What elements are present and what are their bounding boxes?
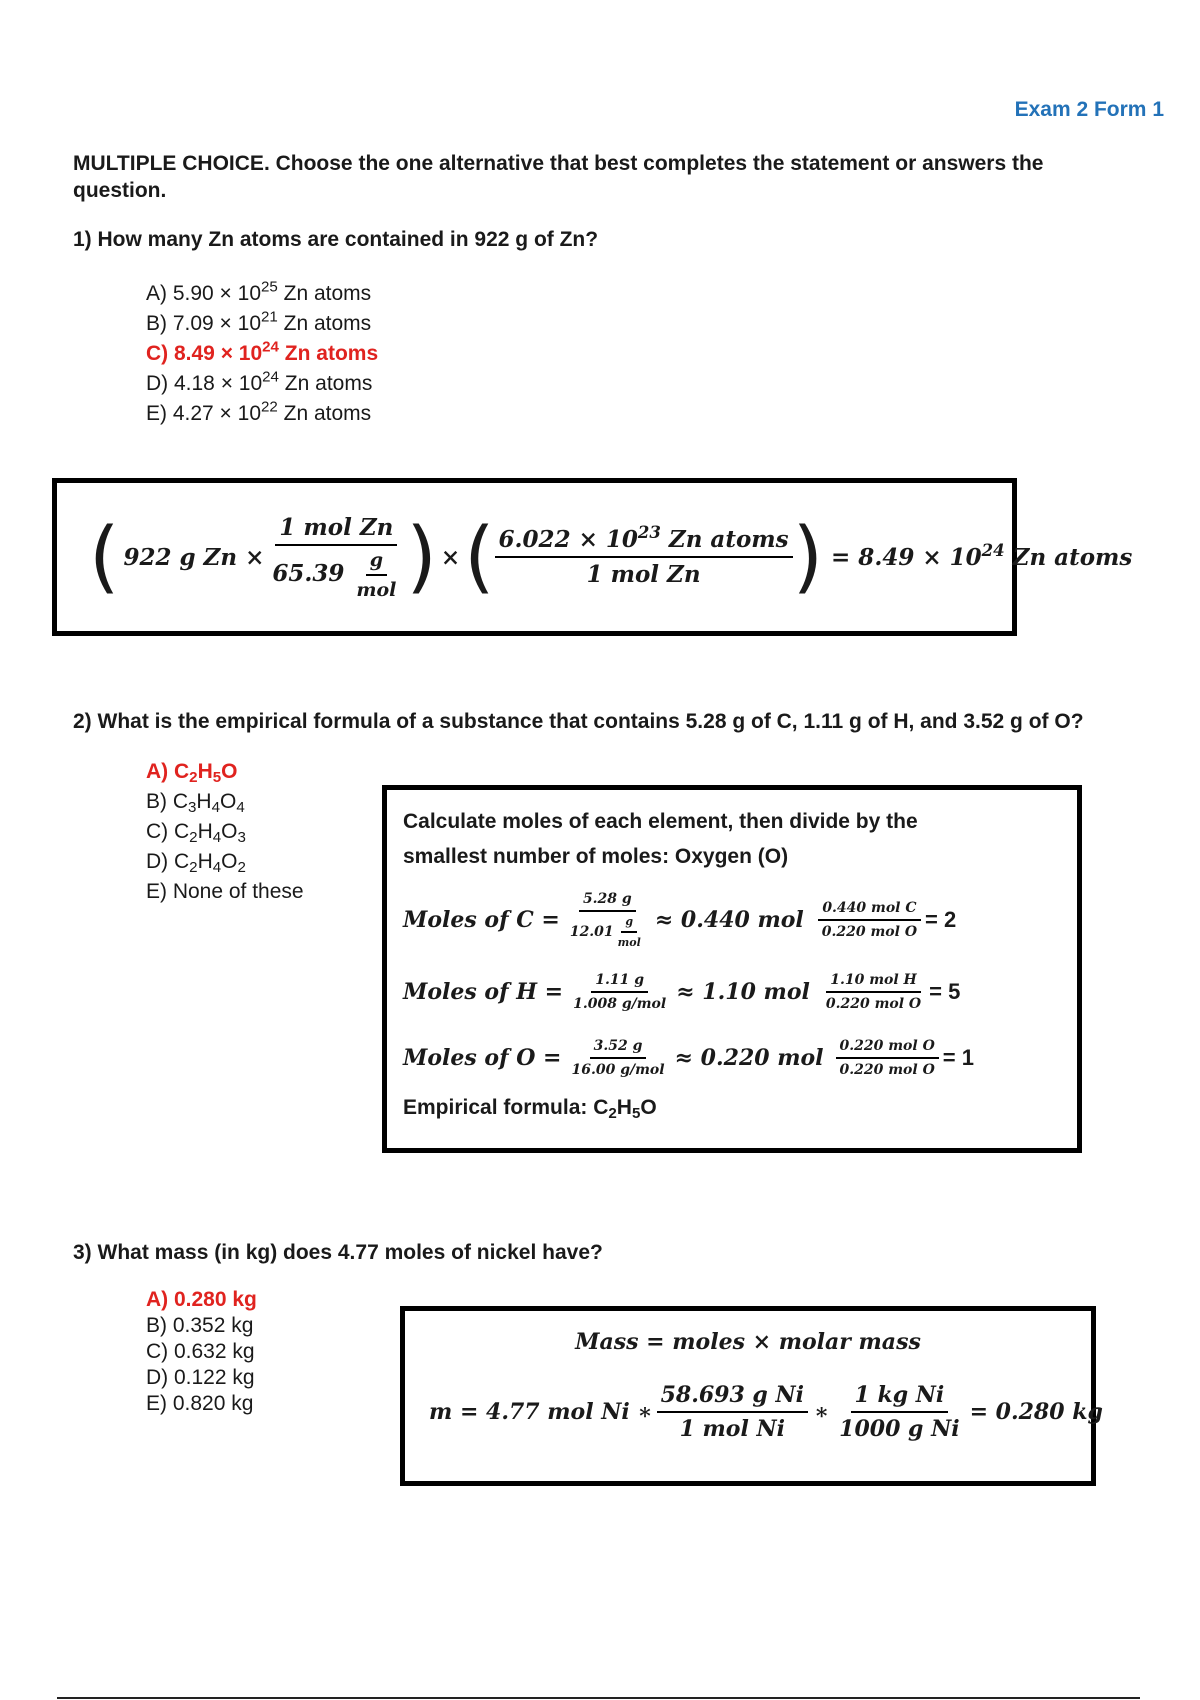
question-2-options xyxy=(146,757,304,907)
paren-close-2: ) xyxy=(792,512,824,602)
question-3-text: 3) What mass (in kg) does 4.77 moles of nickel have? xyxy=(73,1241,603,1264)
q1-option-e: E) $4.27 \times 10^{22}$ Zn atoms xyxy=(146,398,372,425)
paren-open-2: ( xyxy=(464,512,495,602)
paren-open: ( xyxy=(89,512,120,602)
q1-given: 922 g Zn × xyxy=(123,543,265,571)
q2-oxygen-row: Moles of O = $\frac{3.52 g}{\text{16.00 g/mol}}$ ≈ 0.220 mol $\frac{\text{0.220 mol O}}{\text{0.220 mol O}}$ = 1 xyxy=(403,1038,974,1078)
q2-option-d: D) $C_2H_4O_2$ xyxy=(146,850,246,876)
q2-hydrogen-row: Moles of H = $\frac{1.11 g}{\text{1.008 g/mol}}$ ≈ 1.10 mol $\frac{\text{1.10 mol H}}{\text{0.220 mol O}}$ = 5 xyxy=(403,972,961,1012)
q1-result: = $8.49 \times 10^{24}$ Zn atoms xyxy=(831,539,1133,571)
q1-frac1-num: 1 mol Zn xyxy=(275,514,397,546)
q2-option-e: E) None of these xyxy=(146,880,304,903)
q3-option-a-correct: A) 0.280 kg xyxy=(146,1288,257,1311)
q2-carbon-row: Moles of C = 5.28 g 12.01 $\frac{g}{\text{mol}}$ ≈ 0.440 mol $\frac{\text{0.440 mol C}}{\text{0.220 mol O}}$ = 2 xyxy=(403,891,957,949)
q1-solution-equation xyxy=(89,505,1132,609)
question-3-options xyxy=(146,1287,257,1417)
q1-fraction-molar-mass xyxy=(268,514,404,601)
question-1-text: 1) How many Zn atoms are contained in 922 g of Zn? xyxy=(73,228,599,251)
q1-times: × xyxy=(440,543,461,571)
q1-frac1-den: 65.39 $\frac{g}{\text{mol}}$ xyxy=(272,548,397,601)
q2-option-a-correct: A) $C_2H_5O$ xyxy=(146,760,238,786)
paren-close: ) xyxy=(406,512,437,602)
q2-option-c: C) $C_2H_4O_3$ xyxy=(146,820,246,846)
q2-solution-box xyxy=(382,785,1082,1153)
question-1-options xyxy=(146,279,378,429)
q1-option-a: A) $5.90 \times 10^{25}$ Zn atoms xyxy=(146,278,372,305)
q2-intro: Calculate moles of each element, then divide by the smallest number of moles: Oxygen (O) xyxy=(403,810,918,868)
instructions: MULTIPLE CHOICE. Choose the one alternative that best completes the statement or answers the question. xyxy=(73,152,1044,202)
q3-option-e: E) 0.820 kg xyxy=(146,1392,254,1415)
q1-solution-box xyxy=(52,478,1133,636)
q3-option-b: B) 0.352 kg xyxy=(146,1314,254,1337)
q3-solution-equation: m = 4.77 mol Ni ∗ $\frac{\text{58.693 g Ni}}{\text{1 mol Ni}}$ ∗ $\frac{\text{1 kg Ni}}{\text{1000 g Ni}}$ = 0.280 kg xyxy=(429,1382,1103,1442)
question-2-text: 2) What is the empirical formula of a substance that contains 5.28 g of C, 1.11 g of H, and 3.52 g of O? xyxy=(73,710,1084,733)
q2-option-b: B) $C_3H_4O_4$ xyxy=(146,790,245,816)
q3-mass-formula: Mass = moles × molar mass xyxy=(575,1329,921,1355)
q2-empirical-formula: Empirical formula: $C_2H_5O$ xyxy=(403,1096,657,1122)
q3-option-d: D) 0.122 kg xyxy=(146,1366,255,1389)
q1-option-d: D) $4.18 \times 10^{24}$ Zn atoms xyxy=(146,368,373,395)
q1-fraction-avogadro xyxy=(495,521,793,588)
q1-option-b: B) $7.09 \times 10^{21}$ Zn atoms xyxy=(146,308,372,335)
exam-title: Exam 2 Form 1 xyxy=(1014,98,1164,121)
q3-option-c: C) 0.632 kg xyxy=(146,1340,255,1363)
q1-option-c-correct: C) $8.49 \times 10^{24}$ Zn atoms xyxy=(146,338,379,365)
q1-frac2-den: 1 mol Zn xyxy=(586,561,701,588)
footer-rule xyxy=(57,1697,1140,1699)
q3-solution-box xyxy=(400,1306,1103,1486)
q1-frac2-num: $6.022 \times 10^{23}$ Zn atoms xyxy=(495,526,793,558)
